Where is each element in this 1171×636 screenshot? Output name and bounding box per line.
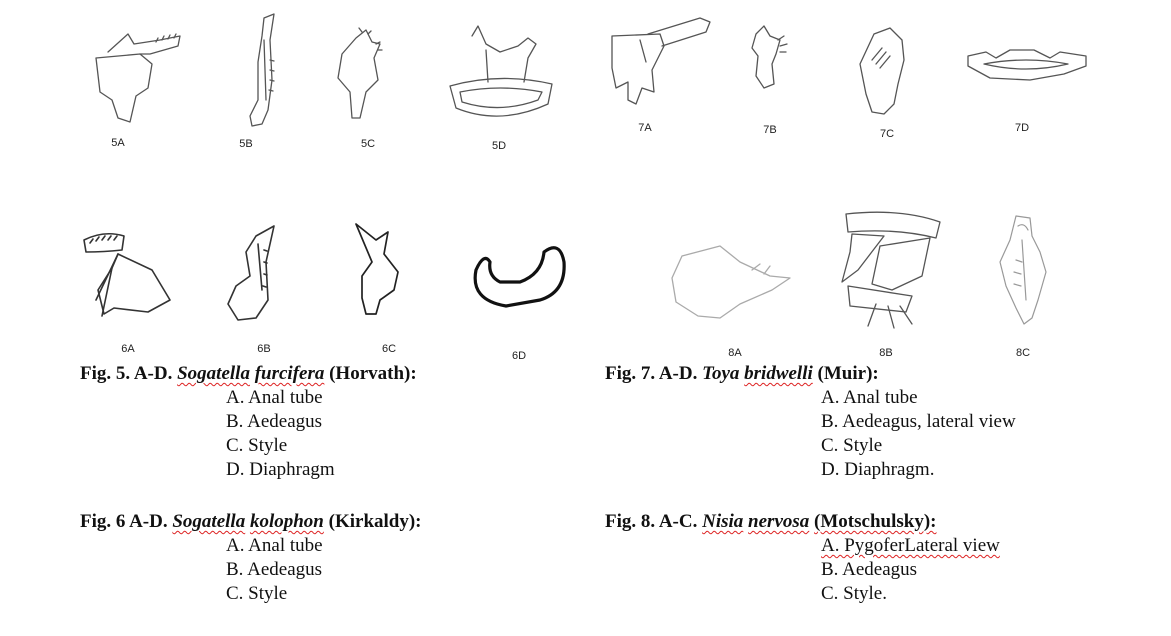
caption-item: B. Aedeagus	[821, 559, 918, 580]
panel-label-7c: 7C	[879, 128, 895, 140]
drawing-7a	[612, 18, 710, 104]
panel-label-8c: 8C	[1015, 347, 1031, 359]
caption-item: A. Anal tube	[821, 387, 918, 408]
caption-item: A. Anal tube	[226, 535, 323, 556]
drawing-6d	[475, 248, 564, 306]
panel-label-5b: 5B	[239, 138, 253, 150]
caption-item: C. Style.	[821, 583, 887, 604]
caption-title: Fig. 7. A-D. Toya bridwelli (Muir):	[605, 363, 879, 384]
panel-label-7b: 7B	[763, 124, 777, 136]
panel-label-5c: 5C	[360, 138, 376, 150]
caption-item: A. PygoferLateral view	[821, 535, 1000, 556]
caption-item: C. Style	[226, 583, 288, 604]
panel-label-6a: 6A	[121, 343, 135, 355]
drawing-6b	[228, 226, 274, 320]
drawing-7c	[860, 28, 904, 114]
caption-item: C. Style	[226, 435, 288, 456]
caption-fig8	[605, 510, 1000, 606]
caption-item: B. Aedeagus, lateral view	[821, 411, 1016, 432]
drawing-5b	[250, 14, 274, 126]
panel-label-5d: 5D	[491, 140, 507, 152]
panel-label-6c: 6C	[381, 343, 397, 355]
panel-label-7d: 7D	[1014, 122, 1030, 134]
panel-label-7a: 7A	[638, 122, 652, 134]
caption-item: B. Aedeagus	[226, 559, 323, 580]
panel-label-5a: 5A	[111, 137, 125, 149]
caption-fig7	[605, 362, 1016, 482]
drawing-8c	[1000, 216, 1046, 324]
caption-title: Fig. 6 A-D. Sogatella kolophon (Kirkaldy):	[80, 511, 422, 532]
panel-label-8a: 8A	[728, 347, 742, 359]
drawing-5c	[338, 28, 382, 118]
caption-item: A. Anal tube	[226, 387, 323, 408]
panel-label-8b: 8B	[879, 347, 893, 359]
panel-label-6b: 6B	[257, 343, 271, 355]
caption-item: C. Style	[821, 435, 883, 456]
drawing-8a	[672, 246, 790, 318]
drawing-6a	[84, 234, 170, 316]
caption-title: Fig. 8. A-C. Nisia nervosa (Motschulsky):	[605, 511, 937, 532]
caption-title: Fig. 5. A-D. Sogatella furcifera (Horvath):	[80, 363, 417, 384]
panel-label-6d: 6D	[511, 350, 527, 362]
drawing-5d	[450, 26, 552, 116]
drawing-8b	[842, 212, 940, 328]
drawing-6c	[356, 224, 398, 314]
caption-item: D. Diaphragm.	[821, 459, 935, 480]
caption-item: B. Aedeagus	[226, 411, 323, 432]
drawing-7d	[968, 50, 1086, 80]
caption-fig6	[80, 510, 422, 606]
caption-fig5	[80, 362, 417, 482]
drawing-7b	[752, 26, 787, 88]
drawing-5a	[96, 34, 180, 122]
caption-item: D. Diaphragm	[226, 459, 335, 480]
